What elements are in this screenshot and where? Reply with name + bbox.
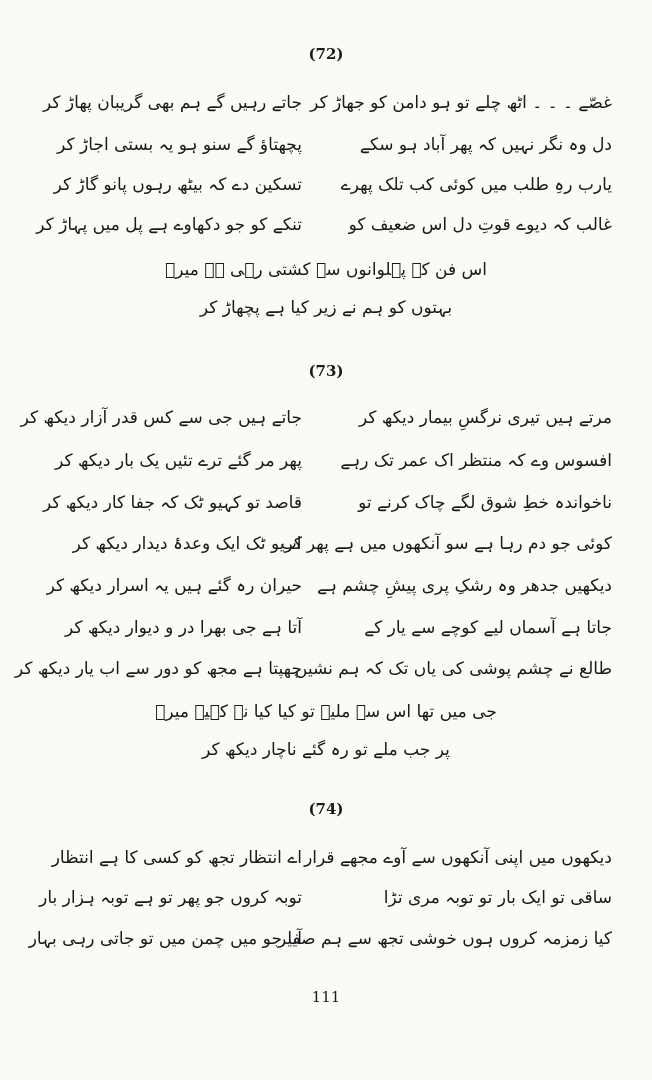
couplet-first-line: افسوس وے کہ منتظر اک عمر تک رہے [340,451,612,471]
couplet-first-line: طالع نے چشم پوشی کی یاں تک کہ ہم نشیں [294,659,612,679]
couplet [40,613,612,647]
couplet [28,924,612,958]
couplet [40,883,612,917]
ghazal-number: (74) [308,800,344,818]
couplet [36,210,612,244]
couplet-second-line: آتا ہے جی بھرا در و دیوار دیکھ کر [64,618,302,638]
couplet-second-line: حیران رہ گئے ہیں یہ اسرار دیکھ کر [46,576,302,596]
couplet-second-line: آیا جو میں چمن میں تو جاتی رہی بہار [28,929,302,949]
ghazal-number: (72) [308,45,344,63]
couplet-second-line: قاصد تو کہیو ٹک کہ جفا کار دیکھ کر [42,493,302,513]
couplet [40,130,612,164]
couplet-second-line: جاتے رہیں گے ہم بھی گریبان پھاڑ کر [43,93,302,113]
couplet [40,446,612,480]
couplet [40,170,612,204]
couplet-first-line: غالب کہ دیوے قوتِ دل اس ضعیف کو [348,215,612,235]
maqta-line: بہتوں کو ہم نے زیر کیا ہے پچھاڑ کر [199,298,453,318]
couplet-second-line: پچھتاؤ گے سنو ہو یہ بستی اجاڑ کر [57,135,302,155]
couplet [20,403,612,437]
maqta-line: جی میں تھا اس سے ملیے تو کیا کیا نہ کہیے میرؔ [155,702,497,722]
couplet-second-line: پھر مر گئے ترے تئیں یک بار دیکھ کر [55,451,302,471]
couplet [40,488,612,522]
couplet-second-line: توبہ کروں جو پھر تو ہے توبہ ہزار بار [39,888,302,908]
couplet-first-line: دل وہ نگر نہیں کہ پھر آباد ہو سکے [359,135,612,155]
couplet-second-line: کریو ٹک ایک وعدۂ دیدار دیکھ کر [72,534,302,554]
couplet [40,571,612,605]
couplet-first-line: دیکھوں میں اپنی آنکھوں سے آوے مجھے قرار [304,848,612,868]
couplet [40,88,612,122]
couplet-first-line: جاتا ہے آسماں لیے کوچے سے یار کے [364,618,612,638]
couplet-first-line: غصّے ۔ ۔ ۔ اٹھ چلے تو ہو دامن کو جھاڑ کر [310,93,612,113]
couplet [40,529,612,563]
couplet-second-line: تنکے کو جو دکھاوے ہے پل میں پہاڑ کر [36,215,302,235]
couplet-second-line: تسکین دے کہ بیٹھ رہوں پانو گاڑ کر [53,175,302,195]
ghazal-number: (73) [308,362,344,380]
couplet-first-line: کیا زمزمہ کروں ہوں خوشی تجھ سے ہم صفیر [278,929,612,949]
maqta-line: پر جب ملے تو رہ گئے ناچار دیکھ کر [202,740,450,760]
couplet-first-line: یارب رہِ طلب میں کوئی کب تلک پھرے [340,175,612,195]
couplet-first-line: مرتے ہیں تیری نرگسِ بیمار دیکھ کر [358,408,612,428]
maqta-line: اس فن کے پہلوانوں سے کشتی رہی ہے میرؔ [165,260,487,280]
page-number: 111 [311,988,341,1006]
couplet-first-line: ساقی تو ایک بار تو توبہ مری تڑا [383,888,612,908]
couplet-second-line: جاتے ہیں جی سے کس قدر آزار دیکھ کر [20,408,302,428]
couplet-second-line: اے انتظار تجھ کو کسی کا ہے انتظار [51,848,302,868]
couplet [15,654,612,688]
couplet [40,843,612,877]
couplet-first-line: ناخواندہ خطِ شوق لگے چاک کرنے تو [358,493,612,513]
couplet-second-line: چھپتا ہے مجھ کو دور سے اب یار دیکھ کر [15,659,302,679]
couplet-first-line: کوئی جو دم رہا ہے سو آنکھوں میں ہے پھر اب [280,534,612,554]
couplet-first-line: دیکھیں جدھر وہ رشکِ پری پیشِ چشم ہے [317,576,612,596]
